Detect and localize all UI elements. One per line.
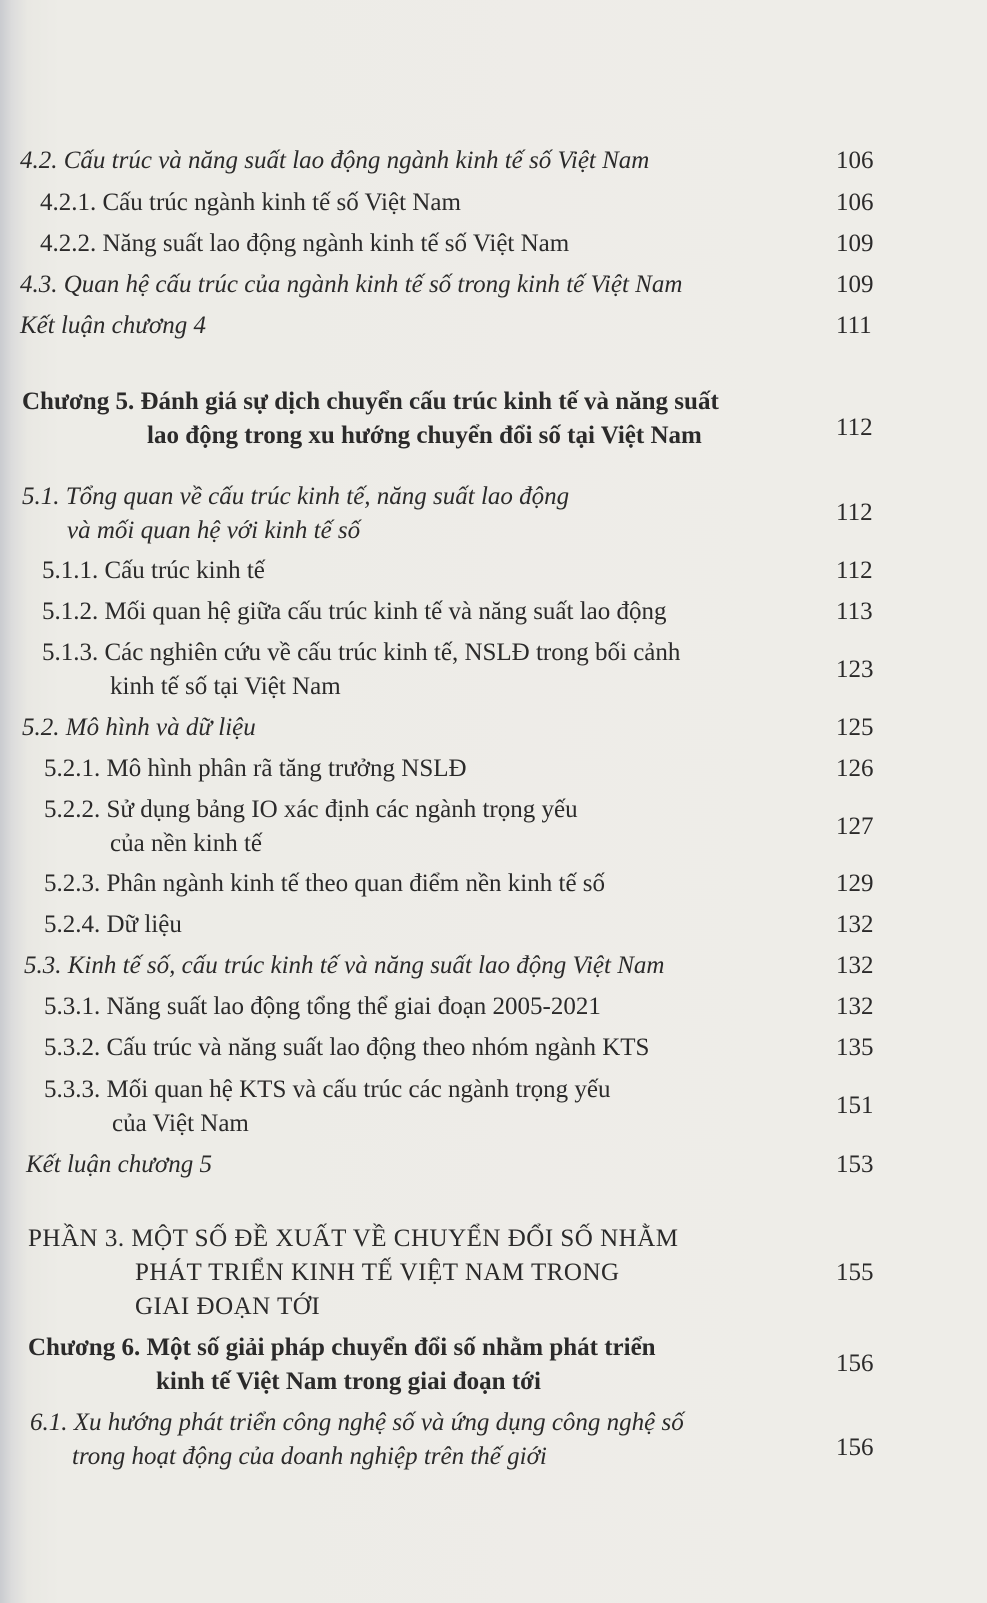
toc-entry-page: 135 [836, 1034, 874, 1061]
toc-entry-page: 132 [836, 952, 874, 979]
toc-entry-title-cont: trong hoạt động của doanh nghiệp trên thế giới [72, 1443, 547, 1470]
toc-entry-title: 5.2.3. Phân ngành kinh tế theo quan điểm nền kinh tế số [44, 870, 606, 897]
toc-entry-page: 155 [836, 1259, 874, 1286]
toc-entry-title-cont: của nền kinh tế [110, 830, 263, 857]
toc-entry-title: 5.3.2. Cấu trúc và năng suất lao động theo nhóm ngành KTS [44, 1034, 650, 1061]
toc-entry-page: 112 [836, 499, 873, 526]
toc-entry-title: 5.1.3. Các nghiên cứu về cấu trúc kinh tế, NSLĐ trong bối cảnh [42, 639, 681, 666]
toc-entry-title: Kết luận chương 4 [20, 312, 206, 339]
toc-entry-page: 109 [836, 230, 874, 257]
toc-entry-title-cont: PHÁT TRIỂN KINH TẾ VIỆT NAM TRONG [135, 1259, 620, 1286]
toc-entry-page: 129 [836, 870, 874, 897]
toc-entry-title-cont: lao động trong xu hướng chuyển đổi số tại Việt Nam [147, 422, 702, 449]
toc-entry-title-cont: của Việt Nam [112, 1110, 249, 1137]
toc-entry-title: Chương 6. Một số giải pháp chuyển đổi số nhằm phát triển [28, 1334, 656, 1361]
toc-entry-title: 4.2.1. Cấu trúc ngành kinh tế số Việt Nam [40, 189, 461, 216]
toc-entry-title: 5.1.2. Mối quan hệ giữa cấu trúc kinh tế và năng suất lao động [42, 598, 667, 625]
toc-entry-title-cont: kinh tế số tại Việt Nam [110, 673, 341, 700]
toc-entry-page: 123 [836, 656, 874, 683]
toc-entry-title: 5.2. Mô hình và dữ liệu [22, 714, 256, 741]
toc-entry-title: 5.3.3. Mối quan hệ KTS và cấu trúc các ngành trọng yếu [44, 1076, 611, 1103]
toc-entry-page: 109 [836, 271, 874, 298]
toc-entry-title: 5.1. Tổng quan về cấu trúc kinh tế, năng suất lao động [22, 483, 570, 510]
toc-entry-page: 132 [836, 993, 874, 1020]
toc-entry-title: 4.3. Quan hệ cấu trúc của ngành kinh tế số trong kinh tế Việt Nam [20, 271, 683, 298]
toc-entry-title-cont: kinh tế Việt Nam trong giai đoạn tới [156, 1368, 541, 1395]
toc-entry-title: 4.2.2. Năng suất lao động ngành kinh tế số Việt Nam [40, 230, 570, 257]
toc-entry-page: 112 [836, 414, 873, 441]
toc-entry-page: 112 [836, 557, 873, 584]
toc-entry-page: 153 [836, 1151, 874, 1178]
toc-entry-title: Chương 5. Đánh giá sự dịch chuyển cấu trúc kinh tế và năng suất [22, 388, 719, 415]
toc-entry-page: 132 [836, 911, 874, 938]
toc-entry-title: 6.1. Xu hướng phát triển công nghệ số và ứng dụng công nghệ số [30, 1409, 684, 1436]
toc-entry-page: 125 [836, 714, 874, 741]
toc-entry-title: 5.1.1. Cấu trúc kinh tế [42, 557, 265, 584]
toc-entry-title-cont: và mối quan hệ với kinh tế số [67, 517, 361, 544]
toc-entry-title: 5.2.4. Dữ liệu [44, 911, 182, 938]
toc-entry-title: Kết luận chương 5 [26, 1151, 212, 1178]
toc-entry-title: 5.2.2. Sử dụng bảng IO xác định các ngành trọng yếu [44, 796, 578, 823]
toc-entry-title: 5.2.1. Mô hình phân rã tăng trưởng NSLĐ [44, 755, 467, 782]
toc-entry-page: 126 [836, 755, 874, 782]
toc-entry-title: PHẦN 3. MỘT SỐ ĐỀ XUẤT VỀ CHUYỂN ĐỔI SỐ NHẰM [28, 1225, 679, 1252]
toc-entry-title-cont: GIAI ĐOẠN TỚI [135, 1293, 321, 1320]
toc-entry-page: 127 [836, 813, 874, 840]
toc-entry-page: 113 [836, 598, 873, 625]
toc-entry-title: 4.2. Cấu trúc và năng suất lao động ngành kinh tế số Việt Nam [20, 147, 650, 174]
toc-entry-page: 106 [836, 147, 874, 174]
toc-entry-page: 106 [836, 189, 874, 216]
toc-entry-title: 5.3.1. Năng suất lao động tổng thể giai đoạn 2005-2021 [44, 993, 601, 1020]
toc-entry-title: 5.3. Kinh tế số, cấu trúc kinh tế và năng suất lao động Việt Nam [24, 952, 665, 979]
toc-entry-page: 151 [836, 1092, 874, 1119]
toc-entry-page: 111 [836, 312, 872, 339]
toc-entry-page: 156 [836, 1350, 874, 1377]
toc-entry-page: 156 [836, 1434, 874, 1461]
